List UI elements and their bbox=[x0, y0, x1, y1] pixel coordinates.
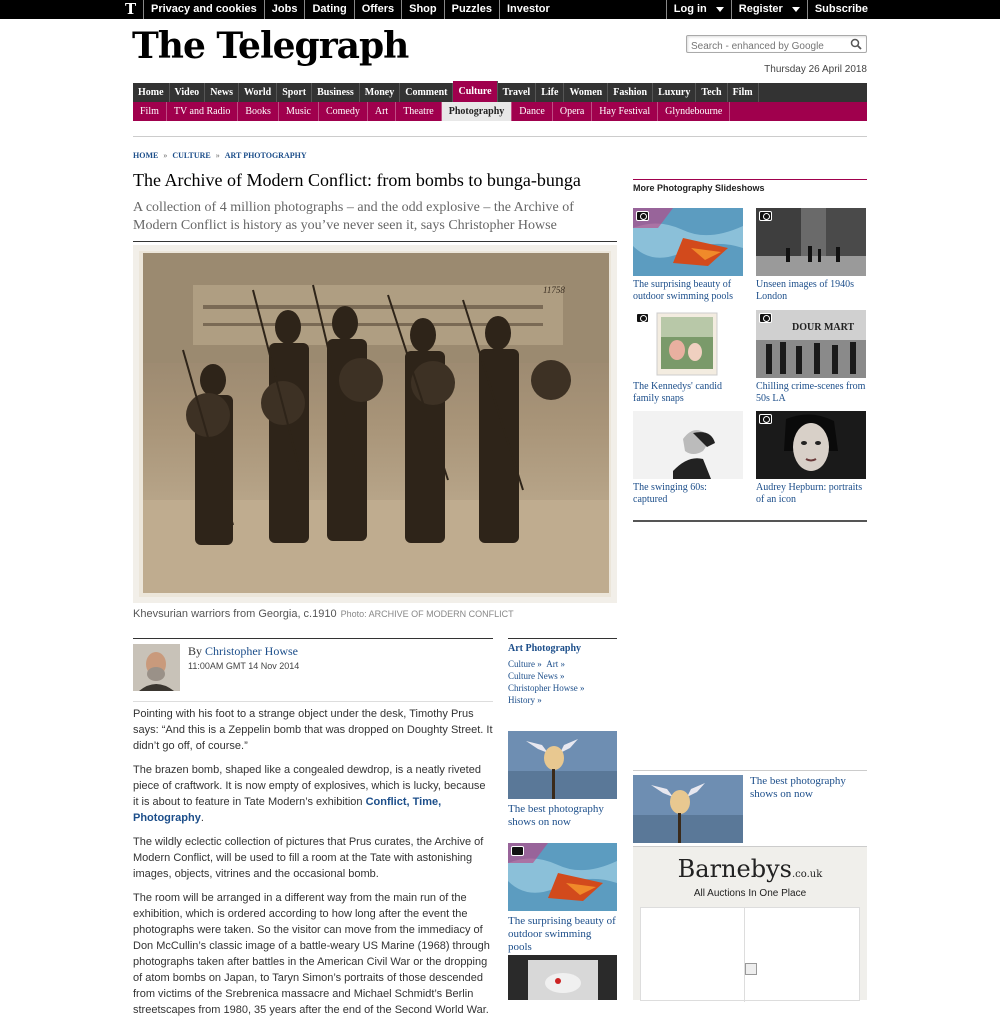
paragraph: The wildly eclectic collection of pictures that Prus curates, the Archive of Modern Conflict, will be used to fill a room at the Tate with astonishing images, objects, vitrines and the occasional bomb. bbox=[133, 836, 484, 880]
subnav-item-photography[interactable]: Photography bbox=[442, 102, 513, 121]
slide-caption: Chilling crime-scenes from 50s LA bbox=[756, 381, 866, 404]
breadcrumb-separator: » bbox=[163, 151, 168, 160]
login-label: Log in bbox=[673, 3, 707, 15]
subnav-item-opera[interactable]: Opera bbox=[553, 102, 592, 121]
breadcrumb-separator: » bbox=[215, 151, 220, 160]
nav-item-luxury[interactable]: Luxury bbox=[653, 83, 696, 102]
paragraph-text: . bbox=[200, 812, 204, 824]
paragraph-text: The brazen bomb, shaped like a congealed dewdrop, is a neatly riveted piece of craftwork. It is now empty of explosives, which is lucky, because it is about to feature in Tate Modern’s exhibition bbox=[133, 764, 486, 808]
slide-caption: The surprising beauty of outdoor swimming pools bbox=[633, 279, 734, 302]
nav-item-fashion[interactable]: Fashion bbox=[608, 83, 653, 102]
subnav-item-music[interactable]: Music bbox=[279, 102, 319, 121]
article-body bbox=[133, 706, 493, 1016]
subnav-item-comedy[interactable]: Comedy bbox=[319, 102, 368, 121]
subscribe-link[interactable]: Subscribe bbox=[807, 0, 875, 19]
top-link-privacy[interactable]: Privacy and cookies bbox=[143, 0, 264, 19]
main-nav bbox=[133, 83, 867, 102]
byline-box bbox=[133, 638, 493, 702]
thumb-image bbox=[508, 843, 617, 911]
top-right-links bbox=[666, 0, 875, 19]
nav-item-life[interactable]: Life bbox=[536, 83, 564, 102]
slide-caption: Audrey Hepburn: portraits of an icon bbox=[756, 482, 863, 505]
breadcrumb-culture[interactable]: CULTURE bbox=[172, 151, 211, 160]
tags-row bbox=[508, 658, 617, 670]
photo-caption bbox=[133, 608, 514, 620]
register-button[interactable] bbox=[731, 0, 807, 19]
tag-art[interactable]: Art » bbox=[546, 659, 565, 669]
tag-history[interactable]: History » bbox=[508, 695, 542, 705]
ad-panel bbox=[640, 907, 860, 1001]
promo-caption: The best photography shows on now bbox=[750, 775, 846, 800]
search-input[interactable] bbox=[687, 39, 847, 55]
breadcrumb bbox=[133, 151, 307, 160]
telegraph-t-logo[interactable]: T bbox=[125, 0, 137, 18]
nav-item-travel[interactable]: Travel bbox=[498, 83, 537, 102]
slide-caption: The Kennedys' candid family snaps bbox=[633, 381, 722, 404]
nav-item-tech[interactable]: Tech bbox=[696, 83, 727, 102]
ad-brand bbox=[633, 855, 867, 883]
subnav-item-glyndebourne[interactable]: Glyndebourne bbox=[658, 102, 730, 121]
byline-prefix: By bbox=[188, 644, 203, 658]
subnav-item-art[interactable]: Art bbox=[368, 102, 396, 121]
mid-thumb-partial[interactable] bbox=[508, 955, 617, 1000]
slide-image bbox=[756, 411, 866, 479]
current-date: Thursday 26 April 2018 bbox=[764, 64, 867, 75]
nav-item-world[interactable]: World bbox=[239, 83, 277, 102]
nav-item-film[interactable]: Film bbox=[728, 83, 759, 102]
nav-item-comment[interactable]: Comment bbox=[400, 83, 453, 102]
right-column-rule bbox=[633, 179, 867, 180]
exhibition-link[interactable]: Conflict, Time, Photography bbox=[133, 796, 442, 824]
right-column-divider bbox=[633, 520, 867, 522]
subnav-item-film[interactable]: Film bbox=[133, 102, 167, 121]
article-headline: The Archive of Modern Conflict: from bombs to bunga-bunga bbox=[133, 170, 581, 190]
more-slideshows-title: More Photography Slideshows bbox=[633, 183, 765, 193]
article-photo[interactable] bbox=[133, 245, 617, 603]
top-left-links bbox=[143, 0, 557, 19]
slideshow-kennedys[interactable] bbox=[633, 310, 743, 405]
article-standfirst: A collection of 4 million photographs – and the odd explosive – the Archive of Modern Conflict is history as you’ve never seen it, says Christopher Howse bbox=[133, 200, 574, 233]
paragraph: Pointing with his foot to a strange object under the desk, Timothy Prus says: “And this is a Zeppelin bomb that was dropped on Doughty Street. It didn’t go off, of course.” bbox=[133, 708, 493, 752]
slide-caption: Unseen images of 1940s London bbox=[756, 279, 855, 302]
camera-icon bbox=[759, 313, 772, 323]
subnav-item-books[interactable]: Books bbox=[238, 102, 279, 121]
article-timestamp: 11:00AM GMT 14 Nov 2014 bbox=[188, 661, 300, 671]
tag-culture-news[interactable]: Culture News » bbox=[508, 671, 565, 681]
register-label: Register bbox=[738, 3, 783, 15]
subnav-item-dance[interactable]: Dance bbox=[512, 102, 553, 121]
breadcrumb-home[interactable]: HOME bbox=[133, 151, 159, 160]
tag-culture[interactable]: Culture » bbox=[508, 659, 542, 669]
login-button[interactable] bbox=[666, 0, 731, 19]
subnav-item-hay-festival[interactable]: Hay Festival bbox=[592, 102, 658, 121]
promo-image bbox=[633, 775, 743, 843]
slideshow-audrey-hepburn[interactable] bbox=[756, 411, 866, 506]
mid-thumb-swimming-pools[interactable] bbox=[508, 843, 617, 954]
header-divider bbox=[133, 136, 867, 137]
nav-item-culture[interactable]: Culture bbox=[453, 81, 497, 102]
top-link-offers[interactable]: Offers bbox=[354, 0, 401, 19]
slideshow-swinging-60s[interactable] bbox=[633, 411, 743, 506]
camera-icon bbox=[759, 211, 772, 221]
photo-credit: Photo: ARCHIVE OF MODERN CONFLICT bbox=[340, 609, 514, 619]
search-box bbox=[686, 35, 867, 53]
thumb-image bbox=[508, 955, 617, 1000]
slide-image bbox=[633, 208, 743, 276]
chevron-down-icon bbox=[716, 7, 724, 12]
warriors-photo-illustration bbox=[133, 245, 617, 603]
slide-image bbox=[756, 208, 866, 276]
barnebys-ad[interactable] bbox=[633, 846, 867, 1000]
related-tags bbox=[508, 638, 617, 706]
nav-item-video[interactable]: Video bbox=[170, 83, 206, 102]
photo-number: 11758 bbox=[543, 285, 565, 295]
thumb-caption: The surprising beauty of outdoor swimming pools bbox=[508, 915, 616, 953]
top-link-investor[interactable]: Investor bbox=[499, 0, 557, 19]
tag-christopher-howse[interactable]: Christopher Howse » bbox=[508, 683, 585, 693]
slideshow-swimming-pools[interactable] bbox=[633, 208, 743, 303]
site-logo[interactable]: The Telegraph bbox=[132, 25, 409, 67]
ad-brand-name: Barnebys bbox=[677, 855, 792, 883]
ad-brand-suffix: .co.uk bbox=[792, 869, 823, 880]
slide-caption: The swinging 60s: captured bbox=[633, 482, 707, 505]
thumb-caption: The best photography shows on now bbox=[508, 803, 604, 828]
slideshow-crime-scenes[interactable] bbox=[756, 310, 866, 405]
nav-item-women[interactable]: Women bbox=[564, 83, 608, 102]
camera-icon bbox=[759, 414, 772, 424]
nav-item-money[interactable]: Money bbox=[360, 83, 400, 102]
author-avatar[interactable] bbox=[133, 644, 180, 691]
promo-best-photography[interactable] bbox=[633, 775, 867, 843]
subnav-item-tv-and-radio[interactable]: TV and Radio bbox=[167, 102, 238, 121]
sub-nav bbox=[133, 102, 867, 121]
slide-image bbox=[756, 310, 866, 378]
top-link-puzzles[interactable]: Puzzles bbox=[444, 0, 499, 19]
nav-item-business[interactable]: Business bbox=[312, 83, 360, 102]
top-utility-bar bbox=[0, 0, 1000, 19]
caption-text: Khevsurian warriors from Georgia, c.1910 bbox=[133, 608, 337, 620]
top-link-jobs[interactable]: Jobs bbox=[264, 0, 305, 19]
tags-title[interactable]: Art Photography bbox=[508, 643, 582, 654]
broken-image-icon bbox=[745, 963, 757, 975]
nav-item-sport[interactable]: Sport bbox=[277, 83, 312, 102]
chevron-down-icon bbox=[792, 7, 800, 12]
search-icon[interactable] bbox=[850, 38, 862, 50]
subnav-item-theatre[interactable]: Theatre bbox=[396, 102, 442, 121]
nav-item-news[interactable]: News bbox=[205, 83, 239, 102]
ad-panel-divider bbox=[744, 908, 745, 1002]
byline bbox=[188, 644, 298, 659]
camera-icon bbox=[511, 846, 524, 856]
slideshow-1940s-london[interactable] bbox=[756, 208, 866, 303]
breadcrumb-art-photography[interactable]: ART PHOTOGRAPHY bbox=[224, 151, 307, 160]
slide-image bbox=[633, 310, 743, 378]
paragraph bbox=[133, 762, 493, 826]
paragraph: The room will be arranged in a different way from the main run of the exhibition, which is ordered according to how long after the event the photographs were taken. So the visitor can move from the immediacy of Don McCullin’s classic image of a battle-weary US Marine (1968) through photographs taken after battles in the American Civil War or the dropping of atom bombs on Japan, to Taryn Simon’s portraits of those descended from victims of the Srebrenica massacre and Michael Schmidt’s Berlin streetscapes from 1980, 35 years after the end of the Second World War. bbox=[133, 892, 490, 1016]
nav-item-home[interactable]: Home bbox=[133, 83, 170, 102]
right-column-divider bbox=[633, 770, 867, 771]
top-link-shop[interactable]: Shop bbox=[401, 0, 444, 19]
headline-rule bbox=[133, 241, 617, 242]
thumb-image bbox=[508, 731, 617, 799]
mid-thumb-best-photography[interactable] bbox=[508, 731, 617, 829]
shop-sign-text: DOUR MART bbox=[792, 322, 855, 333]
camera-icon bbox=[636, 313, 649, 323]
author-link[interactable]: Christopher Howse bbox=[205, 644, 299, 658]
ad-tagline: All Auctions In One Place bbox=[693, 888, 807, 899]
slide-image bbox=[633, 411, 743, 479]
camera-icon bbox=[636, 211, 649, 221]
top-link-dating[interactable]: Dating bbox=[304, 0, 353, 19]
